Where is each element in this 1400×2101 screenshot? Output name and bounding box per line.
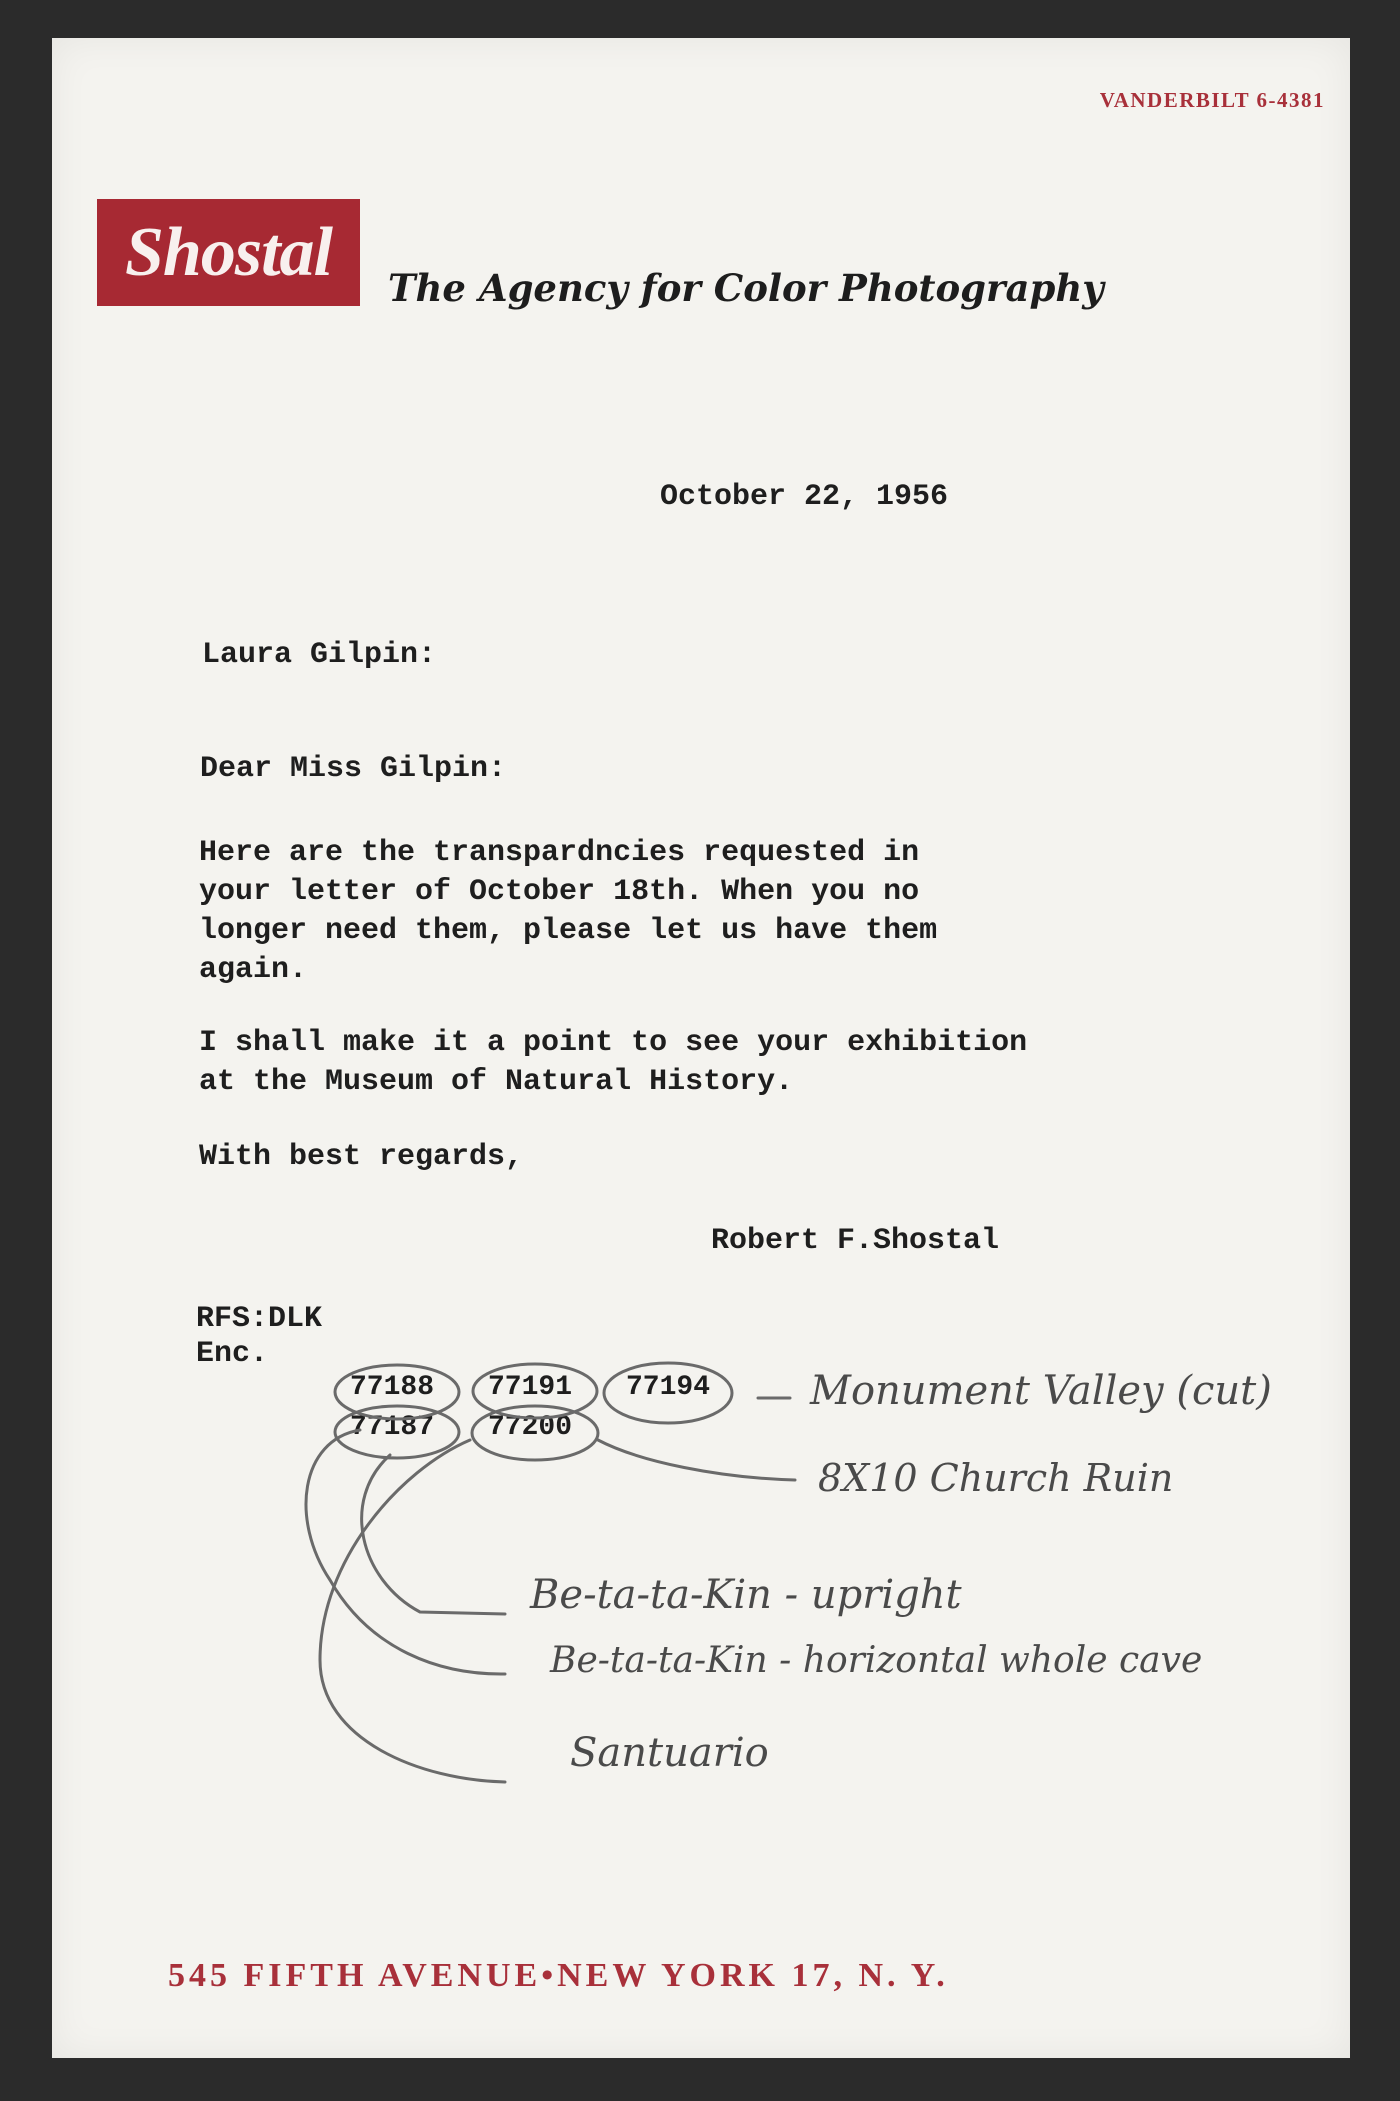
phone-number: VANDERBILT 6-4381 xyxy=(1099,88,1325,112)
enclosure-number: 77191 xyxy=(488,1372,573,1403)
letter-date: October 22, 1956 xyxy=(660,480,949,514)
leader-line xyxy=(598,1440,795,1480)
enclosure-circle xyxy=(473,1364,597,1418)
note-santuario: Santuario xyxy=(570,1730,769,1776)
enclosure-label: Enc. xyxy=(196,1337,269,1371)
enclosure-number: 77194 xyxy=(626,1372,711,1403)
letterhead-address: 545 FIFTH AVENUE•NEW YORK 17, N. Y. xyxy=(168,1957,949,1994)
enclosure-number: 77187 xyxy=(350,1412,435,1443)
salutation: Dear Miss Gilpin: xyxy=(200,752,507,786)
leader-line xyxy=(362,1455,505,1614)
note-betatakin-horizontal: Be-ta-ta-Kin - horizontal whole cave xyxy=(550,1640,1203,1681)
body-paragraph-2: I shall make it a point to see your exhibition at the Museum of Natural History. xyxy=(199,1026,1028,1099)
note-betatakin-upright: Be-ta-ta-Kin - upright xyxy=(530,1572,962,1618)
note-monument-valley: Monument Valley (cut) xyxy=(810,1368,1272,1414)
note-church-ruin: 8X10 Church Ruin xyxy=(818,1456,1174,1500)
leader-line xyxy=(306,1430,505,1674)
signature-name: Robert F.Shostal xyxy=(711,1224,1000,1258)
enclosure-circle xyxy=(335,1365,459,1419)
enclosure-circle xyxy=(472,1406,598,1460)
enclosure-number: 77188 xyxy=(350,1372,435,1403)
tagline: The Agency for Color Photography xyxy=(388,266,1104,310)
leader-line xyxy=(320,1440,505,1782)
shostal-logo: Shostal xyxy=(97,199,360,306)
enclosure-circle xyxy=(604,1363,732,1423)
closing: With best regards, xyxy=(199,1140,524,1174)
body-paragraph-1: Here are the transpardncies requested in your letter of October 18th. When you no longer need them, please let us have them again. xyxy=(199,836,938,987)
reference-initials: RFS:DLK xyxy=(196,1302,323,1336)
enclosure-number: 77200 xyxy=(488,1412,573,1443)
addressee: Laura Gilpin: xyxy=(202,638,437,672)
